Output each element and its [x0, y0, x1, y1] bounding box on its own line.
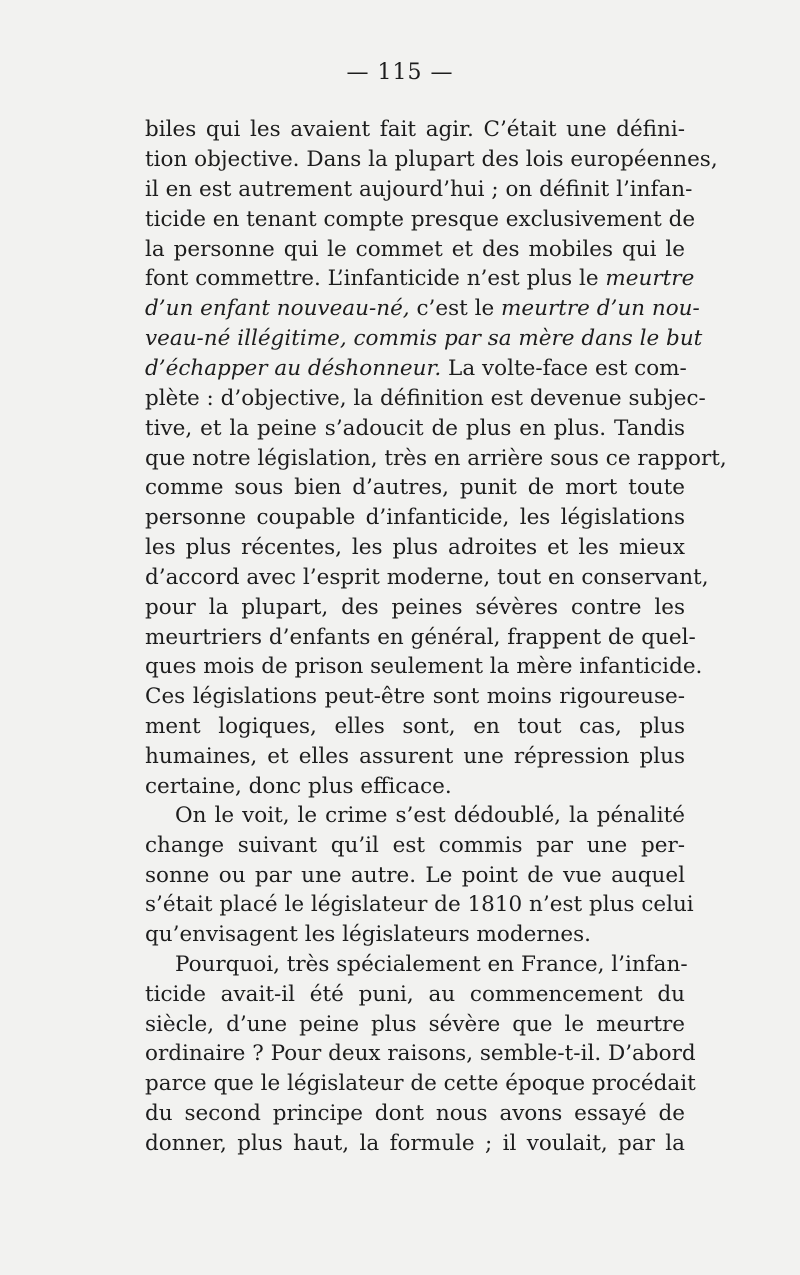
text-line	[145, 235, 685, 265]
text-span: qu’envisagent les législateurs modernes.	[145, 922, 592, 947]
text-span: font commettre. L’infanticide n’est plus le	[145, 266, 606, 291]
text-line	[145, 354, 685, 384]
text-line	[145, 414, 685, 444]
text-span: s’était placé le législateur de 1810 n’est plus celui	[145, 892, 694, 917]
text-span: siècle, d’une peine plus sévère que le meurtre	[145, 1012, 685, 1037]
text-line	[145, 920, 685, 950]
text-line	[145, 682, 685, 712]
italic-text-span: d’un enfant nouveau-né,	[145, 296, 410, 321]
text-line	[145, 831, 685, 861]
text-span: tive, et la peine s’adoucit de plus en plus. Tandis	[145, 416, 685, 441]
text-span: c’est le	[409, 296, 502, 321]
text-span: ques mois de prison seulement la mère infanticide.	[145, 654, 703, 679]
text-line	[145, 772, 685, 802]
text-line	[145, 742, 685, 772]
text-line	[145, 473, 685, 503]
text-line	[145, 623, 696, 653]
italic-text-span: d’échapper au déshonneur.	[145, 356, 442, 381]
text-span: d’accord avec l’esprit moderne, tout en conservant,	[145, 565, 709, 590]
text-line	[145, 890, 694, 920]
text-line	[145, 1039, 696, 1069]
text-span: La volte-face est com-	[441, 356, 687, 381]
text-span: donner, plus haut, la formule ; il voulait, par la	[145, 1131, 685, 1156]
text-span: sonne ou par une autre. Le point de vue auquel	[145, 863, 685, 888]
text-line	[175, 801, 685, 831]
text-span: Ces législations peut-être sont moins rigoureuse-	[145, 684, 685, 709]
text-line	[145, 652, 703, 682]
text-span: humaines, et elles assurent une répression plus	[145, 744, 685, 769]
text-span: change suivant qu’il est commis par une per-	[145, 833, 685, 858]
text-span: du second principe dont nous avons essayé de	[145, 1101, 685, 1126]
text-line	[145, 861, 685, 891]
text-line	[145, 533, 685, 563]
text-span: les plus récentes, les plus adroites et les mieux	[145, 535, 685, 560]
text-line	[145, 175, 693, 205]
text-line	[145, 1069, 696, 1099]
text-line	[145, 115, 685, 145]
text-span: tion objective. Dans la plupart des lois européennes,	[145, 147, 718, 172]
text-line	[145, 205, 696, 235]
text-line	[145, 264, 695, 294]
text-span: la personne qui le commet et des mobiles qui le	[145, 237, 685, 262]
italic-text-span: meurtre	[605, 266, 695, 291]
text-line	[145, 980, 685, 1010]
text-span: Pourquoi, très spécialement en France, l’infan-	[175, 952, 688, 977]
italic-text-span: meurtre d’un nou-	[501, 296, 700, 321]
text-line	[145, 384, 706, 414]
text-span: plète : d’objective, la définition est devenue subjec-	[145, 386, 706, 411]
page-number: — 115 —	[346, 60, 454, 85]
text-span: certaine, donc plus efficace.	[145, 774, 452, 799]
text-span: il en est autrement aujourd’hui ; on définit l’infan-	[145, 177, 693, 202]
text-line	[145, 324, 703, 354]
text-line	[145, 444, 727, 474]
text-span: ticide en tenant compte presque exclusivement de	[145, 207, 696, 232]
text-span: biles qui les avaient fait agir. C’était une défini-	[145, 117, 685, 142]
text-line	[145, 1129, 685, 1159]
text-line	[145, 1099, 685, 1129]
text-span: On le voit, le crime s’est dédoublé, la pénalité	[175, 803, 685, 828]
text-span: ment logiques, elles sont, en tout cas, plus	[145, 714, 685, 739]
text-span: personne coupable d’infanticide, les législations	[145, 505, 685, 530]
text-line	[145, 563, 709, 593]
italic-text-span: veau-né illégitime, commis par sa mère dans le but	[145, 326, 703, 351]
text-span: que notre législation, très en arrière sous ce rapport,	[145, 446, 727, 471]
text-line	[145, 503, 685, 533]
text-line	[175, 950, 688, 980]
text-span: pour la plupart, des peines sévères contre les	[145, 595, 685, 620]
text-span: meurtriers d’enfants en général, frappent de quel-	[145, 625, 696, 650]
text-span: comme sous bien d’autres, punit de mort toute	[145, 475, 685, 500]
text-span: ticide avait-il été puni, au commencement du	[145, 982, 685, 1007]
text-line	[145, 145, 718, 175]
text-line	[145, 294, 700, 324]
text-span: parce que le législateur de cette époque procédait	[145, 1071, 696, 1096]
text-line	[145, 593, 685, 623]
text-line	[145, 712, 685, 742]
text-line	[145, 1010, 685, 1040]
text-span: ordinaire ? Pour deux raisons, semble-t-il. D’abord	[145, 1041, 696, 1066]
